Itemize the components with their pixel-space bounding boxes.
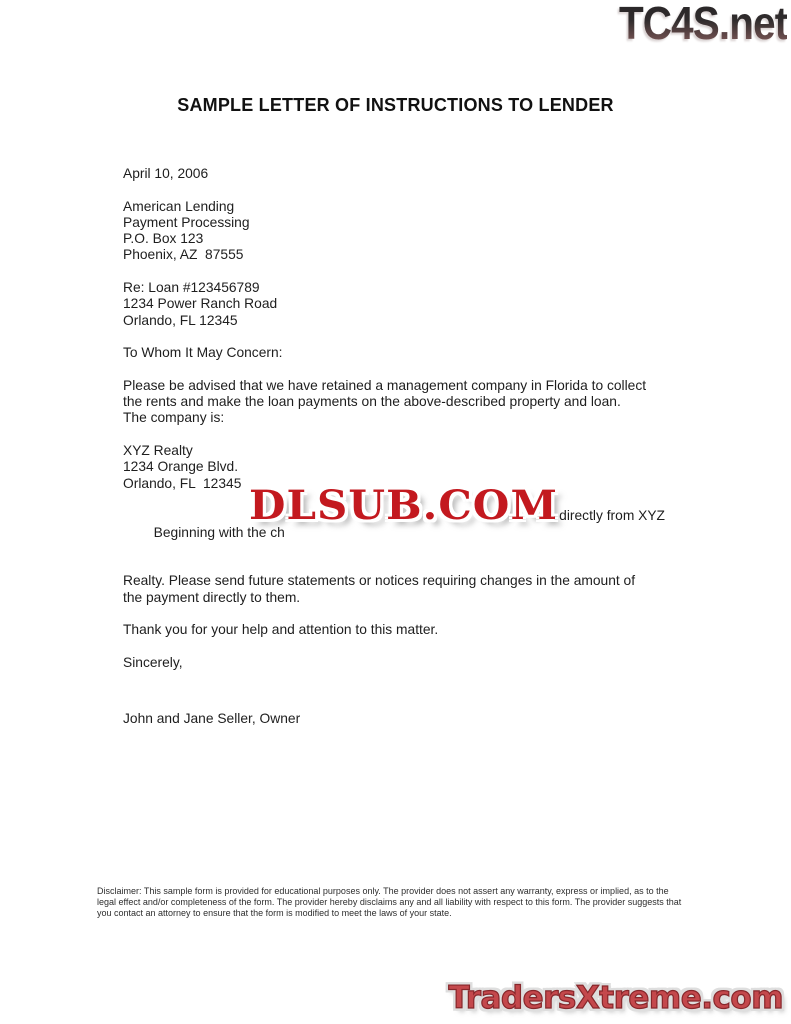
recipient-line: Payment Processing xyxy=(123,214,250,230)
disclaimer-line: you contact an attorney to ensure that the form is modified to meet the laws of your state. xyxy=(97,908,452,919)
paragraph-line: Thank you for your help and attention to this matter. xyxy=(123,622,439,638)
reference-line: Orlando, FL 12345 xyxy=(123,312,238,328)
reference-line: 1234 Power Ranch Road xyxy=(123,296,278,312)
tradersxtreme-site-logo: TradersXtreme.com xyxy=(448,980,783,1016)
recipient-line: P.O. Box 123 xyxy=(123,231,204,247)
paragraph-line: the payment directly to them. xyxy=(123,589,301,605)
letter-title: SAMPLE LETTER OF INSTRUCTIONS TO LENDER xyxy=(177,95,614,115)
reference-block xyxy=(123,280,703,329)
salutation-line: To Whom It May Concern: xyxy=(123,345,283,361)
company-line: 1234 Orange Blvd. xyxy=(123,459,239,475)
date-block xyxy=(123,166,703,182)
paragraph-fragment-after-watermark: ne directly from XYZ xyxy=(540,508,665,524)
disclaimer-line: Disclaimer: This sample form is provided for educational purposes only. The provider does not assert any warranty, express or implied, as to the xyxy=(97,886,669,896)
recipient-line: Phoenix, AZ 87555 xyxy=(123,247,244,263)
signature-block xyxy=(123,711,703,727)
reference-line: Re: Loan #123456789 xyxy=(123,280,260,296)
signature-line: John and Jane Seller, Owner xyxy=(123,711,301,727)
date-line: April 10, 2006 xyxy=(123,166,209,181)
tc4s-site-logo: TC4S.net xyxy=(619,0,787,50)
paragraph-fragment-before-watermark: Beginning with the ch xyxy=(153,524,285,540)
company-line: XYZ Realty xyxy=(123,443,193,459)
dlsub-watermark: DLSUB.COM xyxy=(249,482,558,529)
paragraph-3 xyxy=(123,622,703,638)
closing-block xyxy=(123,655,703,671)
disclaimer xyxy=(97,886,681,920)
disclaimer-line: legal effect and/or completeness of the form. The provider hereby disclaims any and all liability with respect to this form. The provider suggests that xyxy=(97,897,682,908)
recipient-line: American Lending xyxy=(123,198,235,214)
salutation-block xyxy=(123,345,703,361)
paragraph-1 xyxy=(123,378,703,427)
recipient-address-block xyxy=(123,199,703,264)
letter-body xyxy=(123,166,703,744)
paragraph-line: Please be advised that we have retained a management company in Florida to collect xyxy=(123,377,647,393)
paragraph-line: Realty. Please send future statements or notices requiring changes in the amount of xyxy=(123,573,636,589)
paragraph-line: the rents and make the loan payments on the above-described property and loan. xyxy=(123,394,621,410)
company-line: Orlando, FL 12345 xyxy=(123,475,242,491)
paragraph-line: The company is: xyxy=(123,410,225,426)
closing-line: Sincerely, xyxy=(123,654,183,670)
